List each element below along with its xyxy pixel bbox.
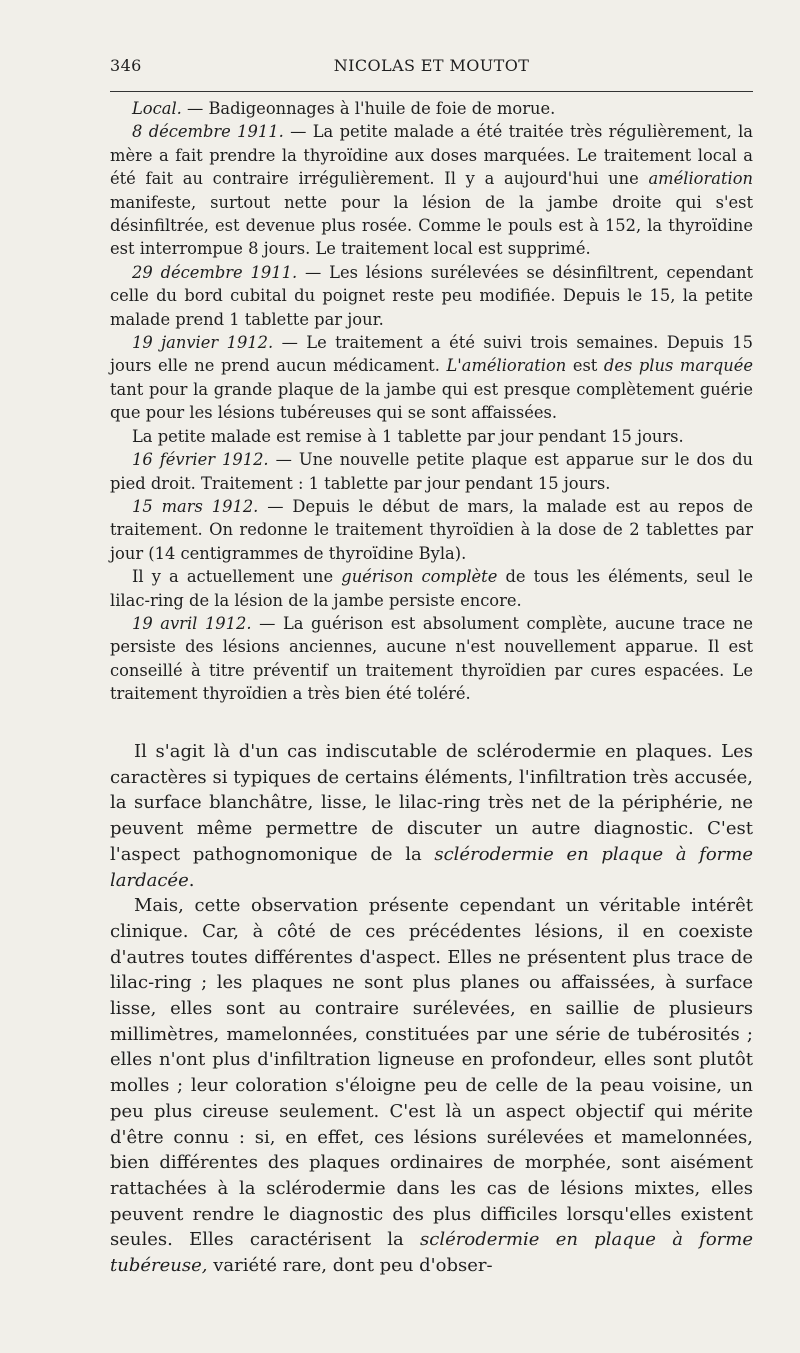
note-date: 8 décembre 1911. [132, 122, 284, 142]
header-rule [110, 91, 753, 92]
observation-notes [110, 97, 753, 706]
running-title: NICOLAS ET MOUTOT [333, 56, 530, 75]
note-date: Local. [132, 99, 182, 118]
note-15-mars: 15 mars 1912. — Depuis le début de mars, la malade est au repos de traitement. On redonne le traitement thyroïdien à la dose de 2 tablettes par jour (14 centigrammes de thyroïdine Byla). [110, 496, 753, 563]
page-header [110, 56, 753, 86]
note-local: Local. — Badigeonnages à l'huile de foie de morue. [132, 99, 556, 118]
note-8-decembre: 8 décembre 1911. — La petite malade a été traitée très régulièrement, la mère a fait prendre la thyroïdine aux doses marquées. Le traitement local a été fait au contraire irrégulièrement. Il y a aujourd'hui une amélioration manifeste, surtout nette pour la lésion de la jambe droite qui s'est désinfiltrée, est devenue plus rosée. Comme le pouls est à 152, la thyroïdine est interrompue 8 jours. Le traitement local est supprimé. [110, 122, 753, 259]
note-guerison: Il y a actuellement une guérison complète de tous les éléments, seul le lilac-ring de la lésion de la jambe persiste encore. [110, 567, 753, 610]
note-tablette: La petite malade est remise à 1 tablette par jour pendant 15 jours. [132, 426, 684, 446]
discussion-paragraph: Il s'agit là d'un cas indiscutable de sclérodermie en plaques. Les caractères si typiques de certains éléments, l'infiltration très accusée, la surface blanchâtre, lisse, le lilac-ring très net de la périphérie, ne peuvent même permettre de discuter un autre diagnostic. C'est l'aspect pathognomonique de la sclérodermie en plaque à forme lardacée. [110, 741, 753, 891]
note-16-fevrier: 16 février 1912. — Une nouvelle petite plaque est apparue sur le dos du pied droit. Traitement : 1 tablette par jour pendant 15 jours. [110, 450, 753, 493]
note-29-decembre: 29 décembre 1911. — Les lésions surélevées se désinfiltrent, cependant celle du bord cubital du poignet reste peu modifiée. Depuis le 15, la petite malade prend 1 tablette par jour. [110, 262, 753, 329]
discussion-text [110, 739, 753, 1279]
discussion-paragraph: Mais, cette observation présente cependant un véritable intérêt clinique. Car, à côté de ces précédentes lésions, il en coexiste d'autres toutes différentes d'aspect. Elles ne présentent plus trace de lilac-ring ; les plaques ne sont plus planes ou affaissées, à surface lisse, elles sont au contraire surélevées, en saillie de plusieurs millimètres, mamelonnées, constituées par une série de tubérosités ; elles n'ont plus d'infiltration ligneuse en profondeur, elles sont plutôt molles ; leur coloration s'éloigne peu de celle de la peau voisine, un peu plus cireuse seulement. C'est là un aspect objectif qui mérite d'être connu : si, en effet, ces lésions surélevées et mamelonnées, bien différentes des plaques ordinaires de morphée, sont aisément rattachées à la sclérodermie dans les cas de lésions mixtes, elles peuvent rendre le diagnostic des plus difficiles lorsqu'elles existent seules. Elles caractérisent la sclérodermie en plaque à forme tubéreuse, variété rare, dont peu d'obser- [110, 895, 753, 1277]
note-19-janvier: 19 janvier 1912. — Le traitement a été suivi trois semaines. Depuis 15 jours elle ne prend aucun médicament. L'amélioration est des plus marquée tant pour la grande plaque de la jambe qui est presque complètement guérie que pour les lésions tubéreuses qui se sont affaissées. [110, 333, 754, 423]
note-date: 29 décembre 1911. [132, 262, 298, 282]
page-number: 346 [110, 56, 142, 75]
note-date: 16 février 1912. [132, 450, 269, 470]
note-date: 19 janvier 1912. [132, 333, 274, 353]
note-19-avril: 19 avril 1912. — La guérison est absolument complète, aucune trace ne persiste des lésions anciennes, aucune n'est nouvellement apparue. Il est conseillé à titre préventif un traitement thyroïdien par cures espacées. Le traitement thyroïdien a très bien été toléré. [110, 613, 753, 704]
note-date: 19 avril 1912. [132, 613, 252, 633]
note-date: 15 mars 1912. [132, 496, 259, 516]
